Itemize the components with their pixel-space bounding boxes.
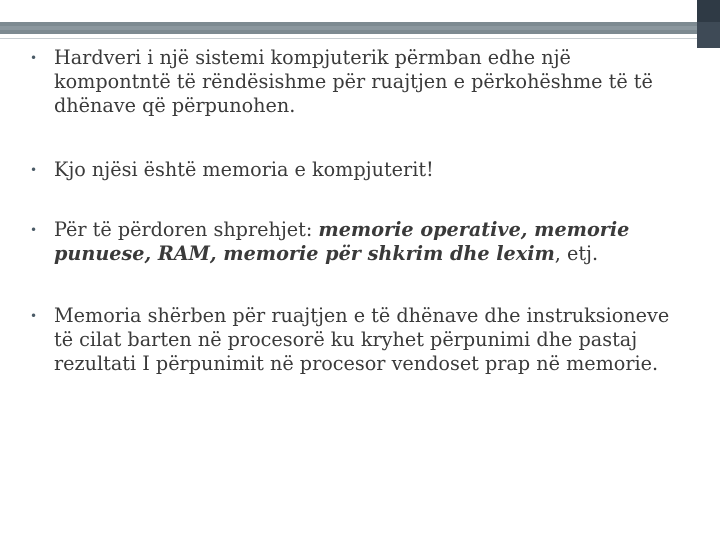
bullet-item (30, 218, 690, 266)
bullet-item (30, 304, 690, 376)
header-bar-dark-lower (697, 22, 720, 48)
bullet-icon: • (30, 163, 38, 177)
bullet-icon: • (30, 223, 38, 237)
header-bar-highlight (0, 26, 697, 30)
bullet-text: Memoria shërben për ruajtjen e të dhënave dhe instruksioneve të cilat barten në procesorë ku kryhet përpunimi dhe pastaj rezultati I përpunimit në procesor vendoset prap në memorie. (54, 304, 670, 375)
bullet-text-prefix: Për të përdoren shprehjet: (54, 218, 319, 241)
top-band (0, 0, 720, 22)
bullet-text: Hardveri i një sistemi kompjuterik përmban edhe një kompontntë të rëndësishme për ruajtjen e përkohëshme të të dhënave që përpunohen. (54, 46, 653, 117)
bullet-list (30, 46, 690, 376)
header-divider (0, 38, 697, 39)
bullet-icon: • (30, 309, 38, 323)
bullet-item (30, 46, 690, 118)
bullet-icon: • (30, 51, 38, 65)
bullet-text: Kjo njësi është memoria e kompjuterit! (54, 158, 434, 181)
bullet-item (30, 158, 690, 182)
bullet-text-emphasis: memorie operative, memorie punuese, RAM, memorie për shkrim dhe lexim (54, 218, 630, 265)
bullet-text-suffix: , etj. (554, 242, 599, 265)
